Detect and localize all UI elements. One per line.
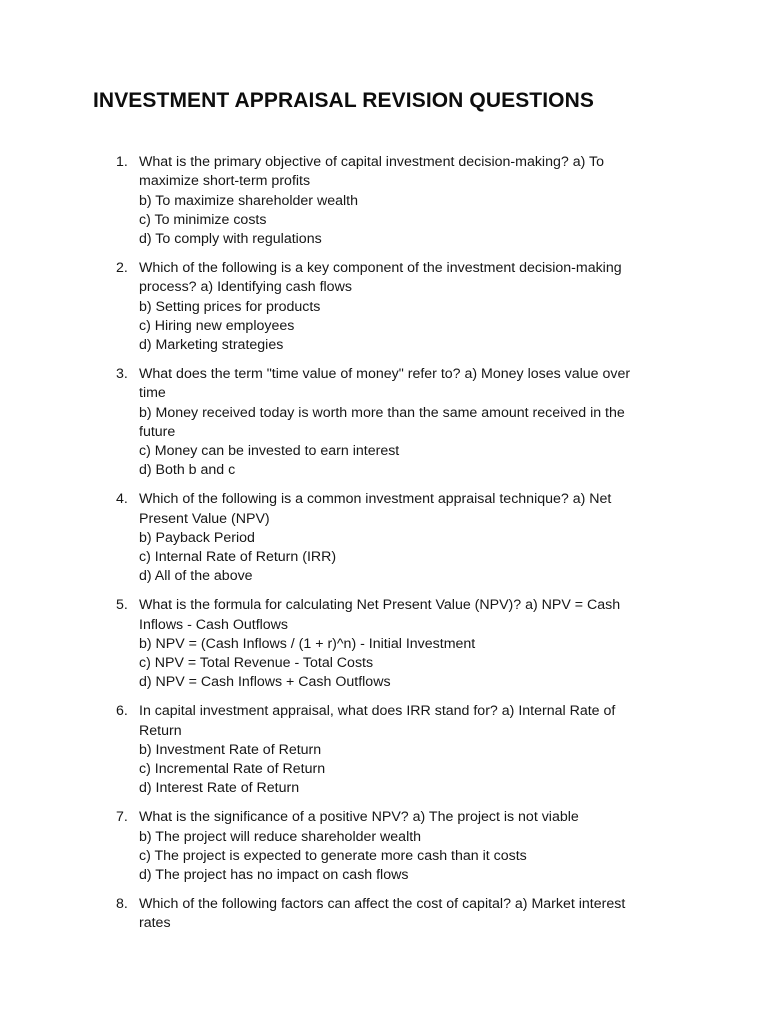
question-text-line: b) Payback Period: [139, 529, 255, 546]
question-text-line: Inflows - Cash Outflows: [139, 616, 289, 633]
question-text-line: d) To comply with regulations: [139, 231, 322, 248]
question-text-line: time: [139, 385, 166, 402]
question-item: [0, 702, 768, 798]
question-item: [0, 596, 768, 692]
question-text-line: b) To maximize shareholder wealth: [139, 192, 358, 209]
question-text-line: c) Hiring new employees: [139, 317, 295, 334]
question-text: Which of the following is a key component of the investment decision-making: [139, 259, 622, 276]
question-text: What is the primary objective of capital investment decision-making? a) To: [139, 154, 604, 170]
question-text-line: b) The project will reduce shareholder wealth: [139, 828, 422, 845]
question-text-line: d) NPV = Cash Inflows + Cash Outflows: [139, 674, 391, 691]
question-text-line: c) Money can be invested to earn interest: [139, 443, 400, 460]
question-text: What is the formula for calculating Net Present Value (NPV)? a) NPV = Cash: [139, 597, 621, 614]
question-item: [0, 153, 768, 249]
question-text: Which of the following is a common investment appraisal technique? a) Net: [139, 491, 612, 508]
question-number: 1.: [116, 154, 128, 170]
question-text-line: process? a) Identifying cash flows: [139, 279, 352, 296]
question-text-line: d) Marketing strategies: [139, 337, 284, 354]
question-text-line: Return: [139, 722, 182, 739]
question-number: 6.: [116, 703, 128, 720]
question-text-line: b) Investment Rate of Return: [139, 741, 322, 758]
question-text-line: c) Internal Rate of Return (IRR): [139, 549, 337, 566]
question-text-line: d) Interest Rate of Return: [139, 780, 300, 797]
question-text-line: c) The project is expected to generate more cash than it costs: [139, 847, 527, 864]
question-number: 7.: [116, 809, 128, 826]
question-text-line: d) All of the above: [139, 568, 253, 585]
question-text: What is the significance of a positive NPV? a) The project is not viable: [139, 809, 579, 826]
question-text-line: future: [139, 423, 176, 440]
question-item: [0, 490, 768, 586]
question-text: In capital investment appraisal, what does IRR stand for? a) Internal Rate of: [139, 703, 616, 720]
question-number: 4.: [116, 491, 128, 508]
question-list: [0, 153, 768, 943]
question-number: 5.: [116, 597, 128, 614]
question-text: What does the term "time value of money" refer to? a) Money loses value over: [139, 365, 631, 382]
question-text-line: b) NPV = (Cash Inflows / (1 + r)^n) - Initial Investment: [139, 635, 476, 652]
question-item: [0, 895, 768, 934]
question-text-line: Present Value (NPV): [139, 510, 270, 527]
question-text-line: c) NPV = Total Revenue - Total Costs: [139, 655, 374, 672]
question-text-line: maximize short-term profits: [139, 173, 311, 190]
question-number: 8.: [116, 895, 128, 912]
question-text-line: c) Incremental Rate of Return: [139, 761, 326, 778]
question-item: [0, 808, 768, 885]
question-text: Which of the following factors can affect the cost of capital? a) Market interest: [139, 895, 626, 912]
question-number: 2.: [116, 259, 128, 276]
question-item: [0, 365, 768, 481]
question-text-line: b) Money received today is worth more than the same amount received in the: [139, 404, 625, 421]
question-number: 3.: [116, 365, 128, 382]
page-title: INVESTMENT APPRAISAL REVISION QUESTIONS: [93, 89, 594, 112]
question-text-line: d) Both b and c: [139, 462, 236, 479]
question-text-line: d) The project has no impact on cash flows: [139, 867, 409, 884]
question-text-line: rates: [139, 915, 171, 932]
question-text-line: b) Setting prices for products: [139, 298, 321, 315]
question-text-line: c) To minimize costs: [139, 211, 267, 228]
question-item: [0, 259, 768, 355]
